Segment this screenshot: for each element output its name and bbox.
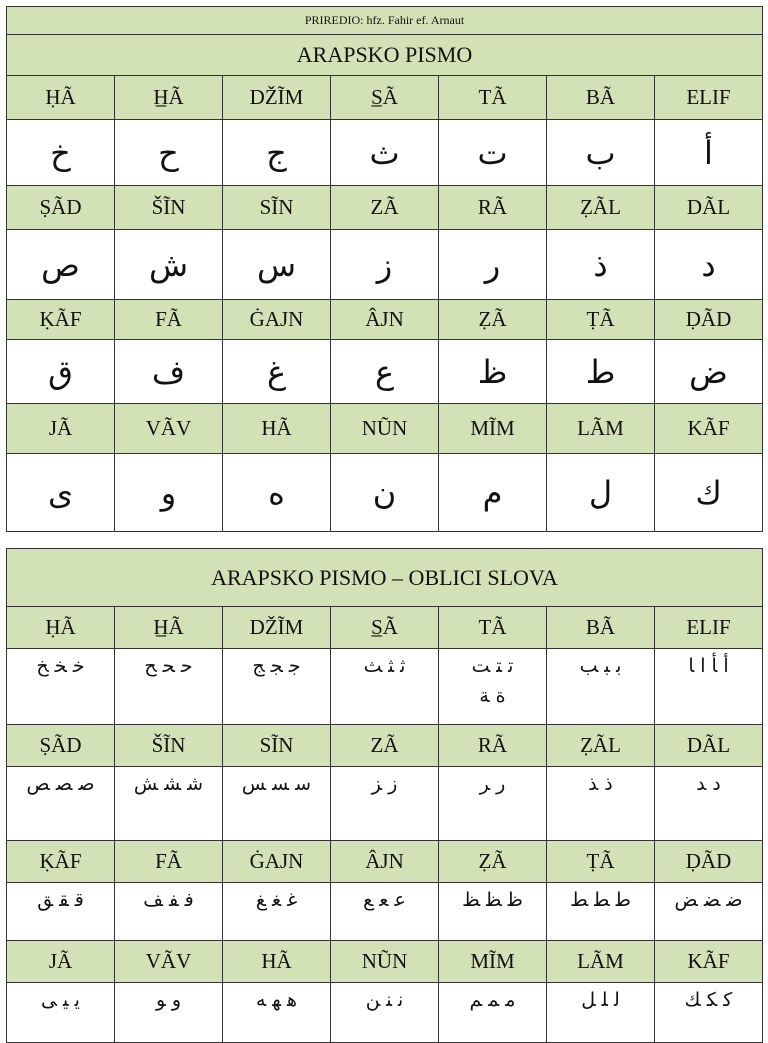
arabic-letter-cell: خ [7,120,115,186]
letter-forms-cell: ﻃ ﻄ ﻂ [547,883,655,941]
letter-forms-row [7,983,763,1043]
letter-name-cell: ṬÃ [547,300,655,340]
letter-name-cell: ḌÃD [655,841,763,883]
letter-glyph-row [7,230,763,300]
arabic-letter-cell: م [439,454,547,532]
letter-name-cell: FÃ [115,841,223,883]
letter-name-cell: RÃ [439,725,547,767]
letter-name-cell: ẒÃL [547,725,655,767]
arabic-letter-cell: ت [439,120,547,186]
arabic-letter-cell: ز [331,230,439,300]
letter-forms-cell: ﻟ ﻠ ﻞ [547,983,655,1043]
letter-name-cell: BÃ [547,607,655,649]
letter-name-row [7,300,763,340]
letter-forms-cell: ﻏ ﻐ ﻎ [223,883,331,941]
letter-name-cell: ZÃ [331,186,439,230]
letter-forms-cell: ﺛ ﺜ ﺚ [331,649,439,725]
letter-forms-cell: ﻗ ﻘ ﻖ [7,883,115,941]
letter-name-cell: ELIF [655,76,763,120]
letter-name-cell: H̲Ã [115,76,223,120]
letter-name-cell: ṢÃD [7,186,115,230]
arabic-letter-cell: ه [223,454,331,532]
letter-name-cell: ẒÃL [547,186,655,230]
arabic-letter-cell: ح [115,120,223,186]
letter-forms-row [7,649,763,725]
letter-name-cell: FÃ [115,300,223,340]
letter-name-cell: ĠAJN [223,841,331,883]
letter-forms-cell: د ﺪ [655,767,763,841]
letter-name-row [7,607,763,649]
letter-forms-cell: ﺳ ﺴ ﺲ [223,767,331,841]
letter-name-cell: ĠAJN [223,300,331,340]
letter-forms-row [7,767,763,841]
arabic-letter-cell: ر [439,230,547,300]
letter-name-cell: ÂJN [331,300,439,340]
arabic-letter-cell: غ [223,340,331,404]
letter-name-row [7,725,763,767]
letter-name-cell: DŽĨM [223,607,331,649]
letter-name-cell: ŠĨN [115,725,223,767]
letter-forms-cell: ﻓ ﻔ ﻒ [115,883,223,941]
letter-forms-cell: ﻇ ﻈ ﻆ [439,883,547,941]
letter-name-cell: ẒÃ [439,300,547,340]
letter-forms-cell: ﻫ ﻬ ﻪ [223,983,331,1043]
letter-name-cell: ẒÃ [439,841,547,883]
arabic-letter-cell: ف [115,340,223,404]
letter-name-cell: ÂJN [331,841,439,883]
arabic-letter-cell: ع [331,340,439,404]
arabic-letter-cell: ل [547,454,655,532]
letter-name-cell: BÃ [547,76,655,120]
letter-name-cell: HÃ [223,404,331,454]
letter-name-cell: ḤÃ [7,76,115,120]
letter-name-cell: ŠĨN [115,186,223,230]
letter-name-cell: HÃ [223,941,331,983]
letter-forms-cell: ﻋ ﻌ ﻊ [331,883,439,941]
arabic-letter-cell: ش [115,230,223,300]
letter-forms-cell: ذ ﺬ [547,767,655,841]
arabic-letter-cell: ظ [439,340,547,404]
letter-name-cell: ELIF [655,607,763,649]
letter-forms-cell: ﺗ ﺘ ﺖ ﺓ ﺔ [439,649,547,725]
letter-name-cell: LÃM [547,404,655,454]
letter-forms-cell: ﺣ ﺤ ﺢ [115,649,223,725]
letter-name-cell: ḲÃF [7,300,115,340]
letter-glyph-row [7,454,763,532]
arabic-letter-cell: ط [547,340,655,404]
letter-name-cell: RÃ [439,186,547,230]
letter-forms-cell: ﺟ ﺠ ﺞ [223,649,331,725]
letter-forms-cell: ﻧ ﻨ ﻦ [331,983,439,1043]
letter-name-cell: ZÃ [331,725,439,767]
letter-name-cell: VÃV [115,404,223,454]
letter-forms-cell: ﺑ ﺒ ﺐ [547,649,655,725]
letter-name-cell: ṢÃD [7,725,115,767]
letter-forms-cell: ﺿ ﻀ ﺾ [655,883,763,941]
letter-forms-cell: ﻣ ﻤ ﻢ [439,983,547,1043]
arabic-alphabet-table [6,6,763,532]
letter-name-cell: ḲÃF [7,841,115,883]
arabic-letter-cell: ب [547,120,655,186]
letter-forms-cell: ﻛ ﻜ ﻚ [655,983,763,1043]
letter-name-cell: KÃF [655,941,763,983]
arabic-letter-cell: ث [331,120,439,186]
letter-name-cell: NŨN [331,404,439,454]
letter-forms-cell: ﺧ ﺨ ﺦ [7,649,115,725]
arabic-letter-cell: ض [655,340,763,404]
letter-name-cell: DÃL [655,186,763,230]
letter-name-row [7,76,763,120]
forms-table-title: ARAPSKO PISMO – OBLICI SLOVA [7,549,763,607]
author-credit: PRIREDIO: hfz. Fahir ef. Arnaut [7,7,763,35]
letter-forms-cell: ﺷ ﺸ ﺶ [115,767,223,841]
letter-name-cell: ṬÃ [547,841,655,883]
letter-name-cell: S̲Ã [331,607,439,649]
arabic-letter-cell: د [655,230,763,300]
letter-forms-cell: ر ﺮ [439,767,547,841]
letter-name-cell: MĨM [439,404,547,454]
letter-name-cell: ḌÃD [655,300,763,340]
letter-name-cell: LÃM [547,941,655,983]
arabic-letter-cell: ذ [547,230,655,300]
letter-name-cell: NŨN [331,941,439,983]
letter-name-row [7,404,763,454]
letter-name-cell: S̲Ã [331,76,439,120]
letter-name-cell: TÃ [439,76,547,120]
table-title: ARAPSKO PISMO [7,35,763,76]
letter-name-cell: JÃ [7,404,115,454]
arabic-letter-cell: ن [331,454,439,532]
arabic-letter-cell: ى [7,454,115,532]
letter-forms-cell: ﺻ ﺼ ﺺ [7,767,115,841]
letter-name-cell: DŽĨM [223,76,331,120]
arabic-letter-cell: ج [223,120,331,186]
letter-name-cell: ḤÃ [7,607,115,649]
arabic-letter-cell: ك [655,454,763,532]
arabic-letter-cell: ص [7,230,115,300]
letter-glyph-row [7,120,763,186]
letter-forms-cell: ز ﺰ [331,767,439,841]
arabic-letter-cell: ق [7,340,115,404]
letter-name-row [7,841,763,883]
letter-name-cell: KÃF [655,404,763,454]
letter-name-cell: SĨN [223,186,331,230]
letter-name-cell: DÃL [655,725,763,767]
arabic-letter-cell: و [115,454,223,532]
letter-name-cell: MĨM [439,941,547,983]
letter-glyph-row [7,340,763,404]
letter-name-cell: SĨN [223,725,331,767]
arabic-letter-cell: أ [655,120,763,186]
letter-name-cell: JÃ [7,941,115,983]
letter-name-cell: TÃ [439,607,547,649]
arabic-letter-cell: س [223,230,331,300]
letter-name-cell: H̲Ã [115,607,223,649]
letter-forms-cell: و ﻮ [115,983,223,1043]
letter-forms-cell: أ ﺄ ا ﺎ [655,649,763,725]
letter-forms-row [7,883,763,941]
letter-name-row [7,941,763,983]
letter-forms-cell: ﻳ ﻴ ﻰ [7,983,115,1043]
letter-forms-table [6,548,763,1043]
letter-name-cell: VÃV [115,941,223,983]
letter-name-row [7,186,763,230]
